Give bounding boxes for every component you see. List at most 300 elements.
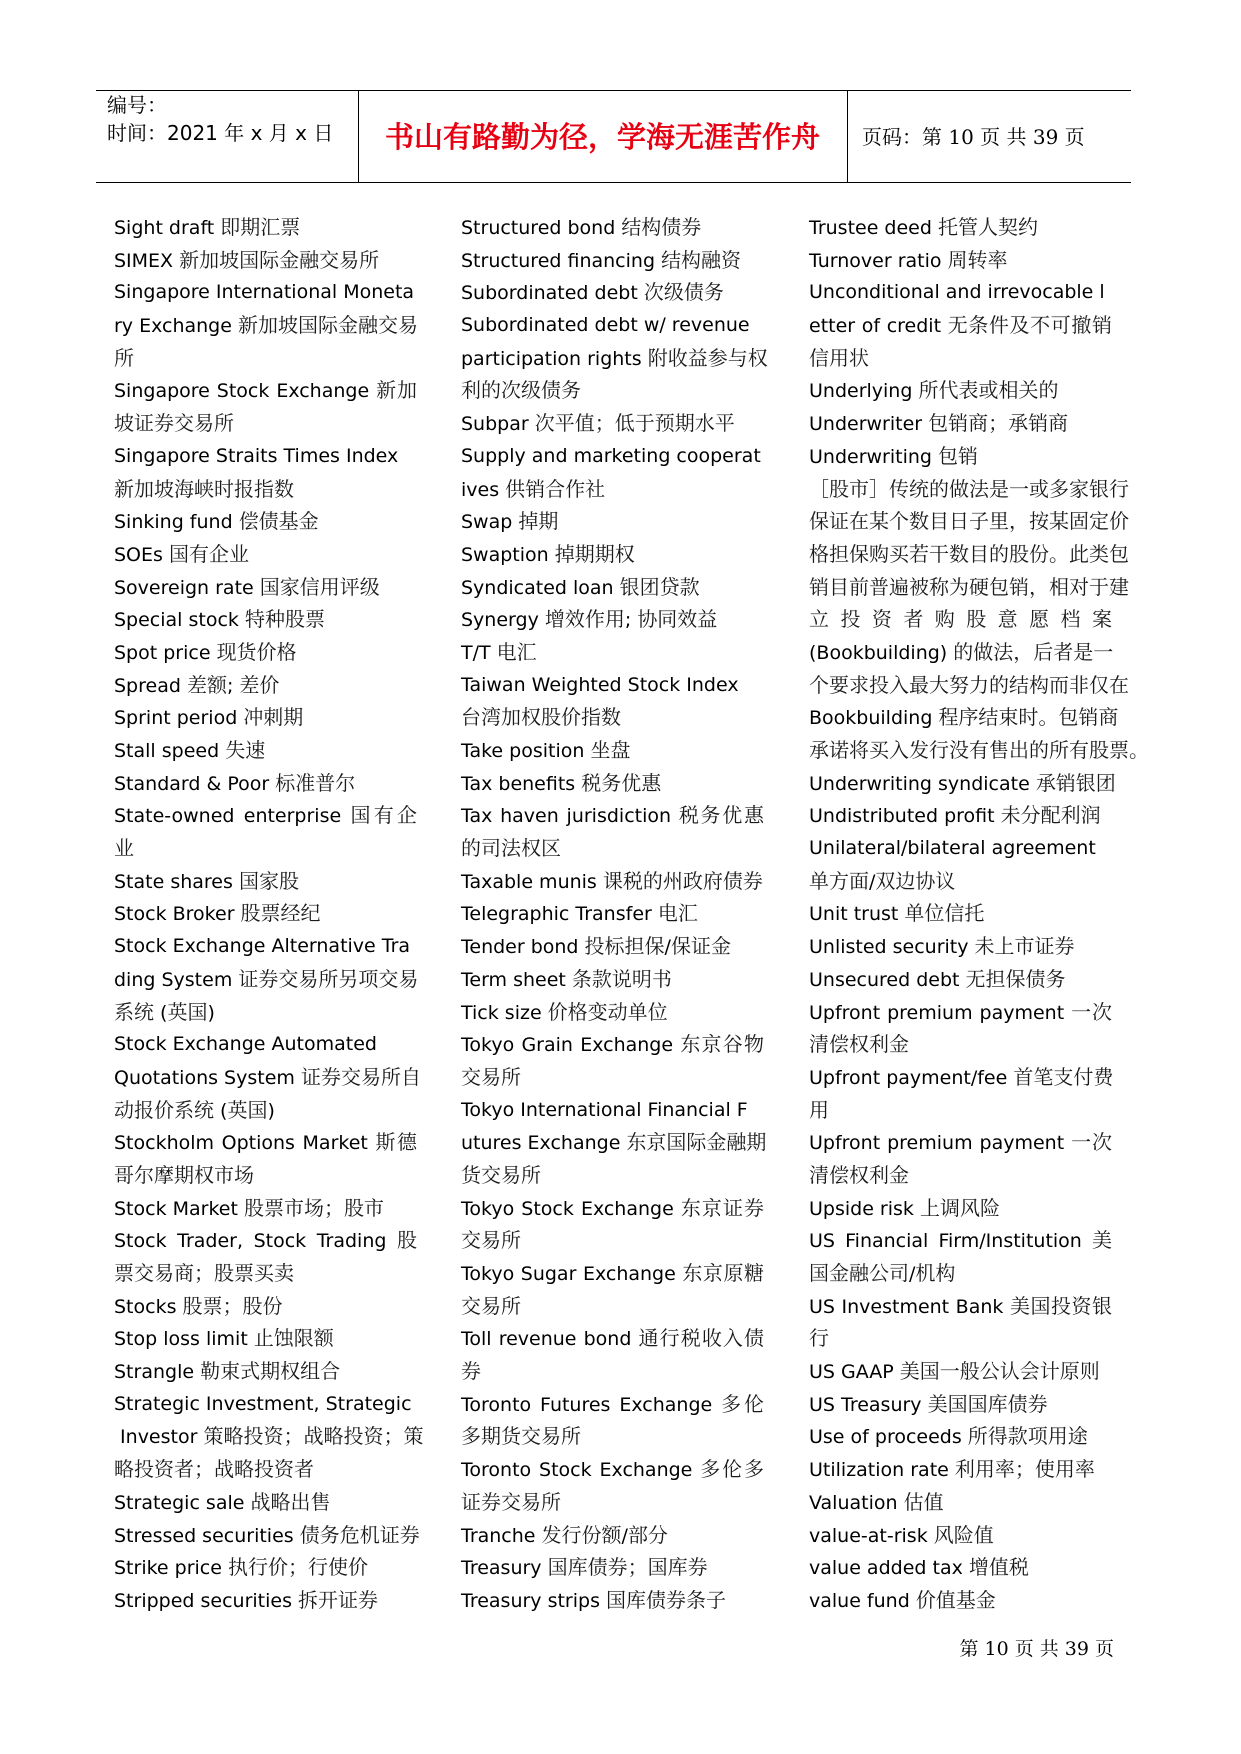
glossary-line xyxy=(114,571,417,604)
glossary-line xyxy=(461,505,764,538)
glossary-line xyxy=(114,1028,417,1061)
glossary-line xyxy=(461,963,764,996)
translation-text: 未上市证券 xyxy=(974,934,1075,959)
glossary-entry xyxy=(461,1028,764,1093)
term-text: Tokyo Sugar Exchange xyxy=(461,1263,683,1285)
term-text: Underwriting xyxy=(809,445,939,468)
translation-text: 证券交易所 xyxy=(461,1489,561,1514)
glossary-entry xyxy=(461,1519,764,1552)
glossary-line xyxy=(114,1322,417,1355)
term-text: value-at-risk xyxy=(809,1524,934,1547)
translation-text: 差价 xyxy=(239,672,280,697)
term-text: (Bookbuilding) xyxy=(809,641,954,664)
glossary-line xyxy=(809,1192,1112,1225)
glossary-entry xyxy=(461,571,764,604)
glossary-line xyxy=(809,1322,1112,1355)
glossary-entry xyxy=(809,1224,1112,1289)
glossary-line xyxy=(809,669,1129,702)
translation-text: 新加坡海峡时报指数 xyxy=(114,476,294,501)
glossary-entry xyxy=(114,603,417,636)
term-text: Unlisted security xyxy=(809,936,975,959)
glossary-line xyxy=(809,636,1112,669)
glossary-line xyxy=(809,734,1149,767)
translation-text: 掉期 xyxy=(518,509,559,534)
translation-text: 系统 xyxy=(114,999,154,1024)
translation-text: 银团贷款 xyxy=(619,574,700,599)
glossary-line xyxy=(461,1257,764,1290)
glossary-entry xyxy=(461,505,764,538)
glossary-line xyxy=(461,374,764,407)
glossary-line xyxy=(809,1584,1112,1617)
translation-text: 课税的州政府债券 xyxy=(602,868,763,893)
term-text: Stop loss limit xyxy=(114,1328,254,1351)
translation-text: 略投资者；战略投资者 xyxy=(114,1457,314,1482)
translation-text: 拆开证券 xyxy=(298,1587,379,1612)
term-text: Stock Broker xyxy=(114,903,241,926)
term-text: Utilization rate xyxy=(809,1459,955,1482)
translation-text: 的司法权区 xyxy=(461,836,561,861)
translation-text: 券 xyxy=(461,1359,481,1384)
translation-text: 冲刺期 xyxy=(243,705,304,730)
translation-text: 股 xyxy=(397,1228,417,1253)
translation-text: 的做法，后者是一 xyxy=(953,639,1114,664)
glossary-entry xyxy=(809,930,1112,963)
glossary-entry xyxy=(809,1355,1112,1388)
glossary-entry xyxy=(114,767,417,800)
glossary-line xyxy=(461,832,764,865)
term-text: ives xyxy=(461,478,506,501)
glossary-line xyxy=(461,309,764,342)
glossary-entry xyxy=(461,1094,767,1192)
glossary-line xyxy=(809,1388,1112,1421)
glossary-line xyxy=(114,1224,417,1257)
translation-text: 销目前普遍被称为硬包销，相对于建 xyxy=(809,574,1129,599)
glossary-line xyxy=(114,897,417,930)
translation-text: 国有企业 xyxy=(168,541,249,566)
translation-text: 战略出售 xyxy=(250,1489,331,1514)
term-text: Subordinated debt w/ revenue xyxy=(461,314,750,337)
glossary-entry xyxy=(809,996,1112,1061)
glossary-line xyxy=(809,1159,1112,1192)
translation-text: 程序结束时。包销商 xyxy=(938,705,1119,730)
glossary-line xyxy=(114,276,417,309)
glossary-line xyxy=(809,309,1112,342)
translation-text: 即期汇票 xyxy=(220,215,301,239)
glossary-line xyxy=(114,963,417,996)
term-text: US GAAP xyxy=(809,1361,900,1384)
glossary-line xyxy=(114,1453,417,1486)
translation-text: 未分配利润 xyxy=(1000,803,1101,828)
serial-number-label: 编号： xyxy=(107,93,167,117)
glossary-entry xyxy=(461,1551,764,1584)
translation-text: 新加 xyxy=(376,378,417,403)
glossary-line xyxy=(461,538,764,571)
glossary-line xyxy=(114,1159,417,1192)
translation-text: 美国国库债券 xyxy=(927,1391,1048,1416)
glossary-line xyxy=(809,1551,1112,1584)
glossary-entry xyxy=(114,1224,417,1289)
term-text: Singapore Stock Exchange xyxy=(114,380,377,403)
term-text: Upfront premium payment xyxy=(809,1001,1072,1024)
glossary-line xyxy=(809,1028,1112,1061)
term-text: Synergy xyxy=(461,609,545,632)
translation-text: 利用率；使用率 xyxy=(954,1457,1095,1482)
glossary-entry xyxy=(114,1192,417,1225)
translation-text: 发行份额 xyxy=(541,1522,622,1547)
translation-text: 结构融资 xyxy=(661,247,742,272)
glossary-entry xyxy=(809,832,1112,897)
term-text: Spot price xyxy=(114,641,217,664)
term-text: Structured bond xyxy=(461,217,622,239)
translation-text: 保证金 xyxy=(670,934,731,959)
translation-text: 上调风险 xyxy=(919,1195,1000,1220)
glossary-line xyxy=(809,897,1112,930)
glossary-entry xyxy=(461,1322,764,1387)
translation-text: 交易所 xyxy=(461,1228,521,1253)
header-motto: 书山有路勤为径，学海无涯苦作舟 xyxy=(384,120,820,154)
term-text: ) xyxy=(267,1099,275,1122)
glossary-entry xyxy=(461,865,764,898)
translation-text: 清偿权利金 xyxy=(809,1162,909,1187)
glossary-line xyxy=(809,1355,1112,1388)
glossary-entry xyxy=(809,473,1149,767)
glossary-line xyxy=(809,440,1112,473)
glossary-column-2 xyxy=(461,211,768,1617)
glossary-entry xyxy=(114,571,417,604)
translation-text: 止蚀限额 xyxy=(253,1326,334,1351)
term-text: Undistributed profit xyxy=(809,805,1001,828)
term-text: Tokyo Grain Exchange xyxy=(461,1034,681,1057)
glossary-entry xyxy=(461,734,764,767)
translation-text: 特种股票 xyxy=(244,607,325,632)
glossary-line xyxy=(114,603,417,636)
translation-text: 机构 xyxy=(915,1261,956,1285)
term-text: ( xyxy=(214,1099,228,1122)
glossary-entry xyxy=(114,1584,417,1617)
glossary-line xyxy=(809,1257,1112,1290)
term-text: US Treasury xyxy=(809,1393,928,1416)
glossary-line xyxy=(461,1584,764,1617)
term-text: Underlying xyxy=(809,380,919,403)
term-text: Quotations System xyxy=(114,1066,301,1089)
glossary-entry xyxy=(114,211,417,244)
translation-text: 东京原糖 xyxy=(682,1261,764,1285)
term-text: US Financial Firm/Institution xyxy=(809,1230,1092,1253)
glossary-line xyxy=(114,374,417,407)
glossary-entry xyxy=(809,276,1112,374)
term-text: Spread xyxy=(114,674,187,697)
glossary-line xyxy=(114,1584,417,1617)
glossary-line xyxy=(114,1192,417,1225)
glossary-entry xyxy=(461,1257,764,1322)
translation-text: 国库债券条子 xyxy=(606,1587,727,1612)
translation-text: 动报价系统 xyxy=(114,1097,214,1122)
glossary-line xyxy=(461,1192,764,1225)
glossary-line xyxy=(114,799,417,832)
glossary-line xyxy=(809,1061,1112,1094)
glossary-line xyxy=(461,1159,764,1192)
translation-text: 标准普尔 xyxy=(275,770,356,795)
glossary-line xyxy=(461,1094,764,1127)
term-text: / xyxy=(664,936,671,959)
glossary-line xyxy=(461,473,764,506)
translation-text: 新加坡国际金融交易所 xyxy=(179,247,380,272)
glossary-line xyxy=(461,636,764,669)
translation-text: 掉期期权 xyxy=(554,541,635,566)
glossary-line xyxy=(809,701,1119,734)
term-text: / xyxy=(869,870,876,893)
term-text: Stock Market xyxy=(114,1197,244,1220)
glossary-line xyxy=(114,1420,424,1453)
glossary-line xyxy=(114,1519,420,1552)
term-text: Upside risk xyxy=(809,1197,920,1220)
translation-text: 保证在某个数目日子里，按某固定价 xyxy=(809,509,1129,534)
glossary-entry xyxy=(461,276,764,309)
translation-text: 一次 xyxy=(1071,999,1113,1024)
glossary-entry xyxy=(114,1290,417,1323)
glossary-line xyxy=(114,1355,417,1388)
glossary-line xyxy=(114,1388,417,1421)
term-text: Stall speed xyxy=(114,740,226,762)
glossary-line xyxy=(461,1355,764,1388)
glossary-entry xyxy=(461,407,764,440)
term-text: Special stock xyxy=(114,609,245,632)
translation-text: 证券交易所另项交易 xyxy=(238,966,419,991)
term-text: Swaption xyxy=(461,543,555,566)
glossary-line xyxy=(114,832,417,865)
translation-text: 所得款项用途 xyxy=(967,1424,1088,1449)
term-text: Underwriting syndicate xyxy=(809,772,1036,795)
glossary-line xyxy=(461,211,764,244)
term-text: Stocks xyxy=(114,1295,183,1318)
term-text: value fund xyxy=(809,1589,916,1612)
glossary-line xyxy=(461,1290,764,1323)
translation-text: 税务优惠 xyxy=(581,770,662,795)
term-text: Stockholm Options Market xyxy=(114,1132,376,1155)
term-text: ( xyxy=(154,1001,168,1024)
glossary-entry xyxy=(114,1322,417,1355)
glossary-line xyxy=(114,636,417,669)
translation-text: 美国一般公认会计原则 xyxy=(899,1359,1100,1384)
term-text: Tender bond xyxy=(461,936,585,959)
translation-text: 利的次级债务 xyxy=(461,378,581,403)
date-label: 时间：2021 年 x 月 x 日 xyxy=(107,121,334,145)
glossary-entry xyxy=(114,1519,420,1552)
glossary-entry xyxy=(809,897,1112,930)
term-text: Turnover ratio xyxy=(809,249,948,272)
term-text: SOEs xyxy=(114,543,169,566)
translation-text: 供销合作社 xyxy=(505,476,606,501)
translation-text: 证券交易所自 xyxy=(300,1064,421,1089)
translation-text: 债务危机证券 xyxy=(299,1522,420,1547)
translation-text: 无担保债务 xyxy=(965,966,1066,991)
glossary-line xyxy=(461,1322,764,1355)
translation-text: 价值基金 xyxy=(915,1587,996,1612)
header-rule-top xyxy=(96,90,1131,91)
glossary-entry xyxy=(809,1519,1112,1552)
translation-text: 坐盘 xyxy=(590,738,631,762)
translation-text: 通行税收入债 xyxy=(638,1326,765,1351)
translation-text: 多伦 xyxy=(721,1391,764,1416)
term-text: Tax benefits xyxy=(461,772,582,795)
glossary-entry xyxy=(461,996,764,1029)
term-text: Bookbuilding xyxy=(809,707,939,730)
translation-text: 勒束式期权组合 xyxy=(200,1359,341,1384)
glossary-entry xyxy=(809,374,1112,407)
term-text: Strike price xyxy=(114,1557,228,1580)
translation-text: 立投资者购股意愿档案 xyxy=(809,607,1112,632)
translation-text: 票交易商；股票买卖 xyxy=(114,1261,294,1285)
glossary-entry xyxy=(809,963,1112,996)
translation-text: 新加坡国际金融交易 xyxy=(237,313,418,338)
glossary-line xyxy=(461,571,764,604)
glossary-line xyxy=(114,1290,417,1323)
translation-text: 双边协议 xyxy=(875,868,956,893)
translation-text: 所 xyxy=(114,345,134,370)
term-text: Strangle xyxy=(114,1361,201,1384)
glossary-entry xyxy=(461,669,764,734)
translation-text: 斯德 xyxy=(375,1130,418,1155)
translation-text: 股票经纪 xyxy=(240,901,321,926)
glossary-line xyxy=(809,1486,1112,1519)
glossary-line xyxy=(461,799,764,832)
glossary-entry xyxy=(114,897,417,930)
translation-text: 偿债基金 xyxy=(238,509,319,534)
term-text: Taiwan Weighted Stock Index xyxy=(461,673,739,696)
header-divider-right xyxy=(847,90,848,182)
term-text: Stock Exchange Automated xyxy=(114,1033,377,1056)
translation-text: 无条件及不可撤销 xyxy=(947,313,1113,338)
term-text: ; xyxy=(226,674,240,697)
glossary-entry xyxy=(114,440,417,505)
term-text: Unilateral/bilateral agreement xyxy=(809,837,1096,860)
translation-text: 股票市场；股市 xyxy=(243,1195,384,1220)
term-text: Swap xyxy=(461,511,519,534)
glossary-entry xyxy=(114,669,417,702)
term-text: Toll revenue bond xyxy=(461,1328,639,1351)
term-text: Taxable munis xyxy=(461,870,603,893)
translation-text: 次级债务 xyxy=(643,280,724,305)
glossary-entry xyxy=(114,701,417,734)
glossary-line xyxy=(461,865,764,898)
term-text: Upfront payment/fee xyxy=(809,1066,1014,1089)
glossary-line xyxy=(461,669,764,702)
translation-text: 国金融公司 xyxy=(809,1261,909,1285)
translation-text: 交易所 xyxy=(461,1293,521,1318)
glossary-line xyxy=(461,1388,764,1421)
term-text: Singapore Straits Times Index xyxy=(114,444,399,467)
glossary-line xyxy=(114,505,417,538)
glossary-line xyxy=(809,374,1112,407)
glossary-line xyxy=(809,1420,1112,1453)
translation-text: 现货价格 xyxy=(216,639,297,664)
glossary-entry xyxy=(461,897,764,930)
glossary-entry xyxy=(461,1584,764,1617)
term-text: Subpar xyxy=(461,413,535,436)
translation-text: 交易所 xyxy=(461,1064,521,1089)
term-text: Syndicated loan xyxy=(461,576,620,599)
glossary-entry xyxy=(114,374,417,439)
translation-text: 个要求投入最大努力的结构而非仅在 xyxy=(809,672,1129,697)
glossary-line xyxy=(461,1224,764,1257)
term-text: value added tax xyxy=(809,1557,969,1580)
translation-text: 单方面 xyxy=(809,868,869,893)
glossary-column-1 xyxy=(114,211,424,1617)
term-text: SIMEX xyxy=(114,249,180,272)
translation-text: 坡证券交易所 xyxy=(114,411,234,436)
glossary-entry xyxy=(114,1028,421,1126)
glossary-line xyxy=(461,1486,764,1519)
translation-text: 东京国际金融期 xyxy=(626,1130,767,1155)
glossary-line xyxy=(809,963,1112,996)
term-text: Toronto Stock Exchange xyxy=(461,1459,701,1482)
term-text: Toronto Futures Exchange xyxy=(461,1393,722,1416)
glossary-entry xyxy=(461,244,764,277)
term-text: Sinking fund xyxy=(114,511,239,534)
term-text: Singapore International Moneta xyxy=(114,281,415,304)
translation-text: ［股市］传统的做法是一或多家银行 xyxy=(809,476,1129,501)
header-rule-bottom xyxy=(96,182,1131,183)
term-text: Treasury strips xyxy=(461,1589,607,1612)
glossary-entry xyxy=(461,538,764,571)
term-text: Supply and marketing cooperat xyxy=(461,444,761,467)
glossary-column-3 xyxy=(809,211,1149,1617)
term-text: Use of proceeds xyxy=(809,1426,968,1449)
glossary-entry xyxy=(114,636,417,669)
term-text: Tax haven jurisdiction xyxy=(461,805,679,828)
term-text: / xyxy=(909,1263,916,1285)
translation-text: 差额 xyxy=(186,672,227,697)
translation-text: 包销商；承销商 xyxy=(928,411,1069,436)
translation-text: 货交易所 xyxy=(461,1162,541,1187)
glossary-entry xyxy=(461,1388,764,1453)
glossary-line xyxy=(461,276,764,309)
glossary-entry xyxy=(461,309,768,407)
glossary-entry xyxy=(809,1551,1112,1584)
glossary-line xyxy=(461,1519,764,1552)
translation-text: 格担保购买若干数目的股份。此类包 xyxy=(809,541,1129,566)
glossary-line xyxy=(114,669,417,702)
glossary-entry xyxy=(809,1192,1112,1225)
term-text: Standard & Poor xyxy=(114,772,276,795)
glossary-entry xyxy=(114,538,417,571)
translation-text: 哥尔摩期权市场 xyxy=(114,1162,254,1187)
glossary-entry xyxy=(461,799,764,864)
glossary-entry xyxy=(461,211,764,244)
glossary-line xyxy=(461,1028,764,1061)
term-text: Strategic sale xyxy=(114,1491,251,1514)
glossary-entry xyxy=(809,244,1112,277)
translation-text: 多伦多 xyxy=(700,1457,764,1482)
glossary-line xyxy=(114,865,417,898)
translation-text: 包销 xyxy=(938,443,979,468)
glossary-entry xyxy=(461,1192,764,1257)
translation-text: 国有企 xyxy=(350,803,417,828)
glossary-line xyxy=(114,1094,417,1127)
glossary-entry xyxy=(461,603,764,636)
glossary-entry xyxy=(809,1126,1112,1191)
glossary-entry xyxy=(114,276,417,374)
glossary-line xyxy=(114,701,417,734)
translation-text: 部分 xyxy=(627,1522,668,1547)
glossary-entry xyxy=(809,1584,1112,1617)
glossary-line xyxy=(809,473,1129,506)
footer-page-number: 第 10 页 共 39 页 xyxy=(959,1638,1114,1660)
term-text: Valuation xyxy=(809,1491,904,1514)
translation-text: 行 xyxy=(809,1326,829,1351)
translation-text: 价格变动单位 xyxy=(547,999,668,1024)
term-text: Underwriter xyxy=(809,413,929,436)
